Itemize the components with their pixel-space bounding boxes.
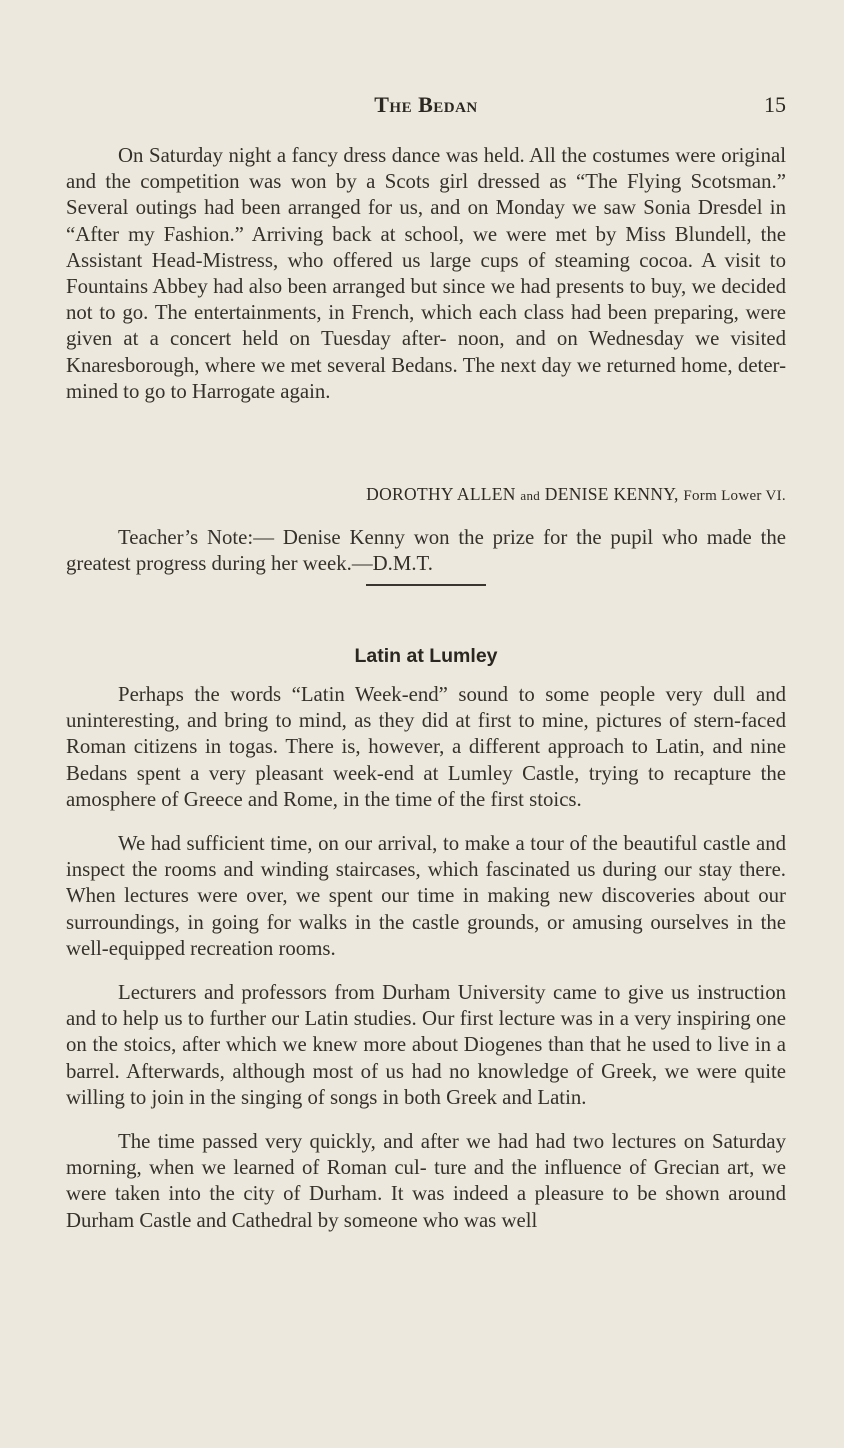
signature-form: Form Lower VI. (683, 488, 786, 504)
article1-body (66, 143, 786, 405)
teacher-note: Teacher’s Note:— Denise Kenny won the prize for the pupil who made the greatest progress during her week.—D.M.T. (66, 526, 786, 576)
signature-name-1: DOROTHY ALLEN (366, 484, 516, 504)
running-title: The Bedan (374, 92, 478, 117)
section-heading: Latin at Lumley (354, 645, 498, 667)
article2-paragraph-4: The time passed very quickly, and after we had had two lectures on Saturday morning, when we learned of Roman cul- ture and the influence of Grecian art, we were taken into the city of Durham. It was indeed a pleasure to be shown around Durham Castle and Cathedral by someone who was well (66, 1130, 786, 1232)
page-number: 15 (764, 92, 786, 117)
teacher-note-block (66, 525, 786, 577)
signature-and: and (520, 488, 541, 503)
article2-body (66, 682, 786, 1234)
signature-name-2: DENISE KENNY, (544, 484, 679, 504)
running-head (66, 92, 786, 122)
article1-paragraph-1: On Saturday night a fancy dress dance was held. All the costumes were original and the competition was won by a Scots girl dressed as “The Flying Scotsman.” Several outings had been arranged for us, and on Monday we saw Sonia Dresdel in “After my Fashion.” Arriving back at school, we were met by Miss Blundell, the Assistant Head-Mistress, who offered us large cups of steaming cocoa. A visit to Fountains Abbey had also been arranged but since we had presents to buy, we decided not to go. The entertainments, in French, which each class had been preparing, were given at a concert held on Tuesday after- noon, and on Wednesday we visited Knaresborough, where we met several Bedans. The next day we returned home, deter- mined to go to Harrogate again. (66, 144, 786, 403)
signature-line (66, 484, 786, 505)
article2-paragraph-1: Perhaps the words “Latin Week-end” sound to some people very dull and uninteresting, and bring to mind, as they did at first to mine, pictures of stern-faced Roman citizens in togas. There is, however, a different approach to Latin, and nine Bedans spent a very pleasant week-end at Lumley Castle, trying to recapture the amosphere of Greece and Rome, in the time of the first stoics. (66, 683, 786, 811)
article2-paragraph-2: We had sufficient time, on our arrival, to make a tour of the beautiful castle and inspect the rooms and winding staircases, which fascinated us during our stay there. When lectures were over, we spent our time in making new discoveries about our surroundings, in going for walks in the castle grounds, or amusing ourselves in the well-equipped recreation rooms. (66, 832, 786, 960)
section-divider (366, 584, 486, 586)
article2-paragraph-3: Lecturers and professors from Durham University came to give us instruction and to help us to further our Latin studies. Our first lecture was in a very inspiring one on the stoics, after which we knew more about Diogenes than that he used to live in a barrel. Afterwards, although most of us had no knowledge of Greek, we were quite willing to join in the singing of songs in both Greek and Latin. (66, 981, 786, 1109)
